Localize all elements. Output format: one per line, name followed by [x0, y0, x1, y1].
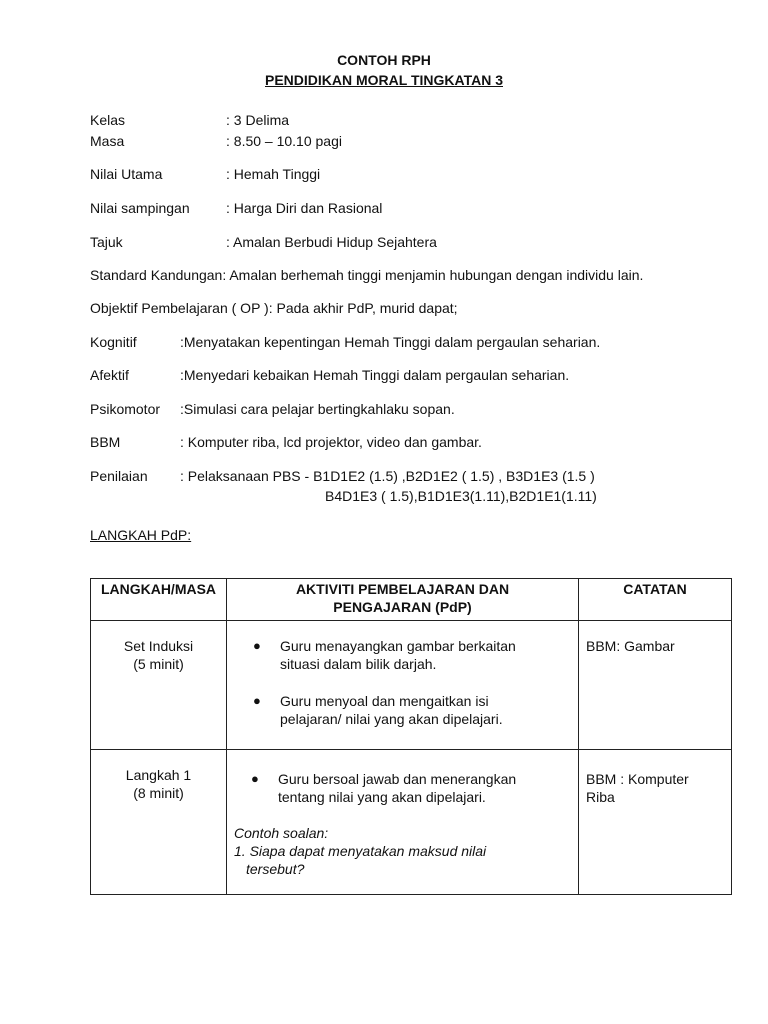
lesson-steps-table [90, 578, 732, 895]
kognitif-value: :Menyatakan kepentingan Hemah Tinggi dalam pergaulan seharian. [180, 334, 601, 350]
masa-label: Masa [90, 133, 125, 149]
langkah-heading [90, 526, 191, 544]
note-line-2: Riba [586, 789, 615, 805]
header-aktiviti-line-1: AKTIVITI PEMBELAJARAN DAN [295, 581, 510, 597]
document-subtitle-text: PENDIDIKAN MORAL TINGKATAN 3 [265, 72, 503, 88]
table-header-row [91, 579, 732, 621]
step-cell [91, 621, 227, 750]
example-question-1: 1. Siapa dapat menyatakan maksud nilai [234, 843, 487, 859]
langkah-heading-text: LANGKAH PdP: [90, 527, 192, 543]
activity-list [228, 770, 577, 806]
list-item [228, 637, 577, 673]
document-title: CONTOH RPH [337, 52, 431, 68]
step-time: (5 minit) [133, 656, 184, 672]
activity-cell [227, 750, 579, 895]
table-row [91, 621, 732, 750]
tajuk-label: Tajuk [90, 234, 123, 250]
standard-kandungan: Standard Kandungan: Amalan berhemah tinggi menjamin hubungan dengan individu lain. [90, 267, 644, 283]
activity-cell [227, 621, 579, 750]
header-catatan: CATATAN [579, 579, 732, 621]
penilaian-label: Penilaian [90, 468, 148, 484]
tajuk-value: : Amalan Berbudi Hidup Sejahtera [226, 234, 437, 250]
example-question-1-cont: tersebut? [246, 861, 305, 877]
bullet-line-2: tentang nilai yang akan dipelajari. [278, 789, 486, 805]
step-name: Langkah 1 [125, 767, 192, 783]
example-questions [228, 824, 577, 878]
penilaian-line-1: : Pelaksanaan PBS - B1D1E2 (1.5) ,B2D1E2 ( 1.5) , B3D1E3 (1.5 ) [180, 468, 595, 484]
bullet-line-2: pelajaran/ nilai yang akan dipelajari. [280, 711, 503, 727]
step-cell [91, 750, 227, 895]
afektif-label: Afektif [90, 367, 129, 383]
kelas-label: Kelas [90, 112, 126, 128]
bullet-icon: ● [253, 693, 261, 708]
bullet-line-1: Guru bersoal jawab dan menerangkan [278, 771, 517, 787]
psikomotor-label: Psikomotor [90, 401, 161, 417]
bullet-line-1: Guru menyoal dan mengaitkan isi [280, 693, 489, 709]
bullet-icon: ● [253, 638, 261, 653]
kelas-value: : 3 Delima [226, 112, 290, 128]
list-item [228, 692, 577, 728]
header-langkah-masa: LANGKAH/MASA [91, 579, 227, 621]
document-subtitle [0, 71, 768, 89]
example-title: Contoh soalan: [234, 825, 329, 841]
header-aktiviti-line-2: PENGAJARAN (PdP) [333, 599, 472, 615]
note-cell [579, 621, 732, 750]
penilaian-line-2: B4D1E3 ( 1.5),B1D1E3(1.11),B2D1E1(1.11) [325, 488, 597, 504]
masa-value: : 8.50 – 10.10 pagi [226, 133, 342, 149]
nilai-sampingan-value: : Harga Diri dan Rasional [226, 200, 383, 216]
bullet-line-2: situasi dalam bilik darjah. [280, 656, 437, 672]
table-row [91, 750, 732, 895]
bbm-label: BBM [90, 434, 121, 450]
bullet-icon: ● [251, 771, 259, 786]
nilai-utama-value: : Hemah Tinggi [226, 166, 321, 182]
nilai-sampingan-label: Nilai sampingan [90, 200, 190, 216]
note-line-1: BBM : Komputer [586, 771, 689, 787]
activity-list [228, 637, 577, 728]
afektif-value: :Menyedari kebaikan Hemah Tinggi dalam pergaulan seharian. [180, 367, 570, 383]
objektif-pembelajaran: Objektif Pembelajaran ( OP ): Pada akhir PdP, murid dapat; [90, 300, 458, 316]
list-item [228, 770, 577, 806]
header-aktiviti [227, 579, 579, 621]
note-line-1: BBM: Gambar [586, 638, 675, 654]
step-time: (8 minit) [133, 785, 184, 801]
kognitif-label: Kognitif [90, 334, 137, 350]
nilai-utama-label: Nilai Utama [90, 166, 163, 182]
bullet-line-1: Guru menayangkan gambar berkaitan [280, 638, 516, 654]
step-name: Set Induksi [123, 638, 194, 654]
bbm-value: : Komputer riba, lcd projektor, video dan gambar. [180, 434, 482, 450]
note-cell [579, 750, 732, 895]
psikomotor-value: :Simulasi cara pelajar bertingkahlaku sopan. [180, 401, 455, 417]
